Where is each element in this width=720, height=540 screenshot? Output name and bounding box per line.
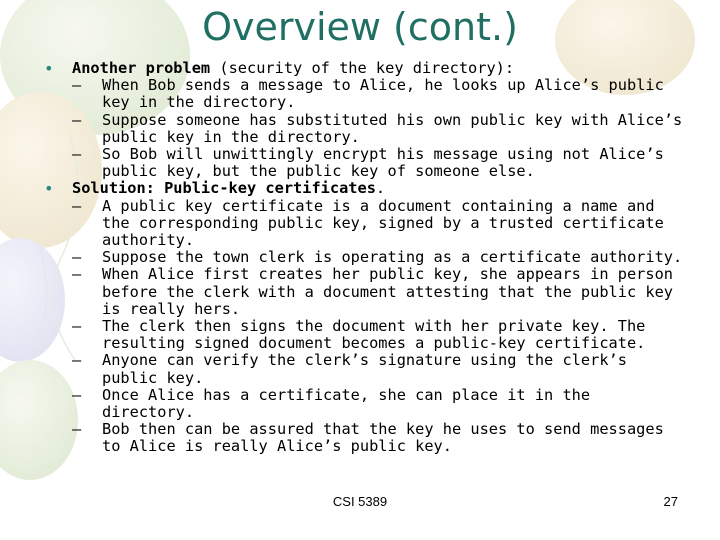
dash-icon: –: [72, 196, 82, 215]
bullet-text: (security of the key directory):: [210, 59, 515, 77]
bullet-lead: Another problem: [72, 59, 211, 77]
sub-item: [44, 318, 684, 352]
sub-item-text: Anyone can verify the clerk’s signature using the clerk’s public key.: [102, 351, 627, 387]
sub-item: [44, 249, 684, 266]
page-number: 27: [663, 494, 678, 509]
slide-title: Overview (cont.): [202, 5, 518, 49]
sub-item-text: The clerk then signs the document with her private key. The resulting signed document becomes a public-key certificate.: [102, 317, 646, 353]
bullet-lead: Solution: Public-key certificates: [72, 179, 376, 198]
sub-item-text: When Bob sends a message to Alice, he looks up Alice’s public key in the directory.: [102, 76, 664, 112]
dash-icon: –: [72, 420, 82, 439]
sub-item: [44, 352, 684, 386]
sub-item: [44, 146, 684, 180]
sub-item-text: So Bob will unwittingly encrypt his message using not Alice’s public key, but the public key of someone else.: [102, 145, 664, 181]
dash-icon: –: [72, 76, 82, 95]
dash-icon: –: [72, 317, 82, 336]
sub-item: [44, 112, 684, 146]
sub-list: [44, 77, 684, 180]
bullet-dot-icon: •: [44, 59, 54, 78]
dash-icon: –: [72, 351, 82, 370]
dash-icon: –: [72, 385, 82, 404]
slide-content: [44, 60, 684, 456]
dash-icon: –: [72, 265, 82, 284]
dash-icon: –: [72, 248, 82, 267]
bullet-text: .: [375, 179, 386, 198]
sub-item-text: A public key certificate is a document containing a name and the corresponding public key, signed by a trusted certificate authority.: [102, 196, 664, 250]
sub-item-text: Once Alice has a certificate, she can place it in the directory.: [102, 385, 591, 422]
sub-list: [44, 198, 684, 456]
sub-item-text: Bob then can be assured that the key he uses to send messages to Alice is really Alice’s public key.: [102, 420, 664, 456]
dash-icon: –: [72, 145, 82, 164]
sub-item: [44, 198, 684, 250]
sub-item: [44, 421, 684, 455]
sub-item: [44, 387, 684, 421]
bullet-dot-icon: •: [44, 179, 54, 199]
sub-item-text: Suppose someone has substituted his own public key with Alice’s public key in the directory.: [102, 110, 683, 146]
footer-course: CSI 5389: [332, 494, 388, 509]
bullet-solution: [44, 180, 684, 197]
sub-item-text: When Alice first creates her public key, she appears in person before the clerk with a document attesting that the public key is really hers.: [102, 265, 673, 318]
dash-icon: –: [72, 110, 82, 129]
sub-item-text: Suppose the town clerk is operating as a certificate authority.: [102, 248, 683, 267]
sub-item: [44, 77, 684, 111]
bullet-another-problem: [44, 60, 684, 77]
sub-item: [44, 266, 684, 318]
